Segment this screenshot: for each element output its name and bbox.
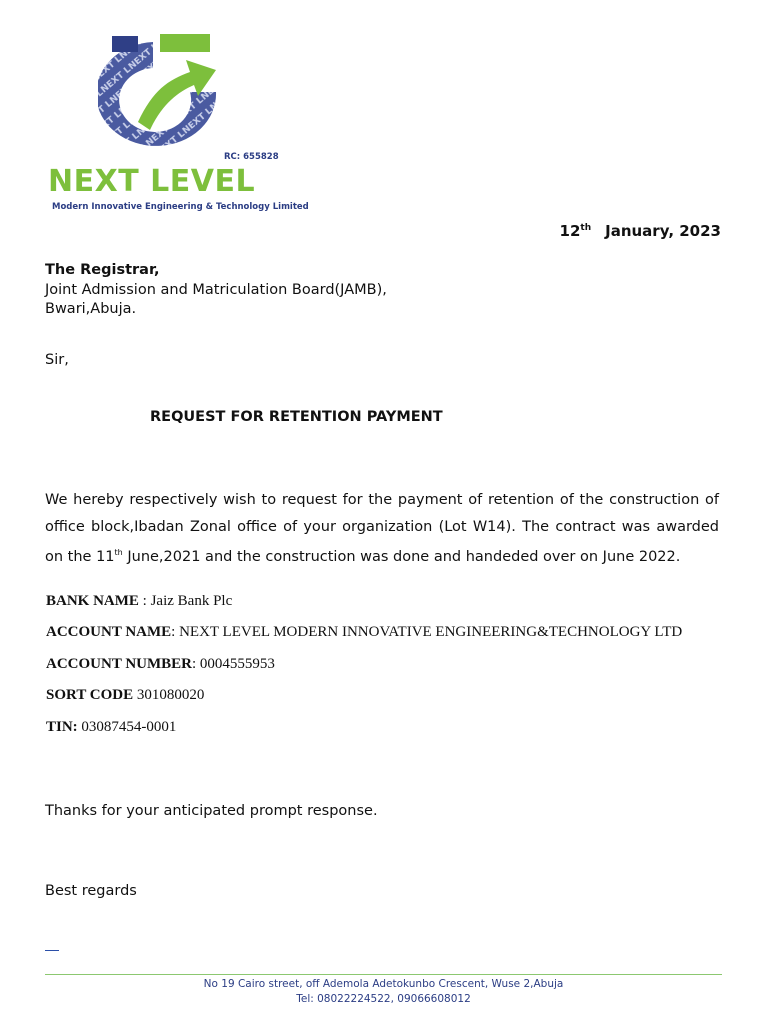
signature-mark (45, 950, 59, 951)
sort-code-label: SORT CODE (46, 687, 134, 704)
recipient-title: The Registrar, (45, 262, 160, 278)
regards-line: Best regards (45, 883, 137, 899)
letter-subject: REQUEST FOR RETENTION PAYMENT (150, 409, 443, 425)
footer-telephone: Tel: 08022224522, 09066608012 (296, 993, 471, 1005)
thanks-line: Thanks for your anticipated prompt response. (45, 803, 378, 819)
tin-row (46, 719, 682, 750)
tin-value: 03087454-0001 (77, 718, 177, 735)
body-text-part-2: June,2021 and the construction was done and handeded over on June 2022. (122, 548, 681, 565)
body-text-part-1: We hereby respectively wish to request for the payment of retention of the construction of office block,Ibadan Zonal office of your organization (Lot W14). The contract was awarded on the 11 (45, 492, 719, 565)
sort-code-row (46, 687, 682, 718)
account-number-label: ACCOUNT NUMBER (46, 655, 192, 672)
body-paragraph (45, 487, 719, 570)
account-number-row (46, 656, 682, 687)
account-name-row (46, 624, 682, 655)
bank-name-label: BANK NAME (46, 593, 139, 609)
letter-date (560, 222, 721, 240)
account-number-value: : 0004555953 (191, 655, 275, 672)
body-sup: th (114, 548, 123, 557)
account-name-value: : NEXT LEVEL MODERN INNOVATIVE ENGINEERING&TECHNOLOGY LTD (171, 624, 683, 641)
date-suffix: th (580, 223, 592, 233)
recipient-line-1: Joint Admission and Matriculation Board(JAMB), (45, 281, 387, 298)
recipient-line-2: Bwari,Abuja. (45, 301, 137, 317)
sort-code-value: 301080020 (133, 687, 205, 704)
footer-divider (45, 974, 722, 975)
company-logo (48, 30, 309, 220)
brand-name: NEXT LEVEL (48, 164, 256, 199)
account-name-label: ACCOUNT NAME (46, 624, 172, 641)
registration-number: RC: 655828 (224, 152, 279, 162)
date-day: 12 (559, 222, 581, 240)
bank-name-value: : Jaiz Bank Plc (138, 593, 233, 609)
bank-details (46, 593, 682, 750)
logo-emblem-icon (98, 30, 228, 160)
recipient-address (45, 261, 387, 320)
bank-name-row (46, 593, 682, 624)
salutation: Sir, (45, 352, 69, 368)
tin-label: TIN: (46, 718, 78, 735)
brand-tagline: Modern Innovative Engineering & Technology Limited (52, 202, 309, 212)
date-month-year: January, 2023 (605, 222, 721, 240)
footer-address: No 19 Cairo street, off Ademola Adetokunbo Crescent, Wuse 2,Abuja (203, 978, 564, 990)
letterhead-footer (45, 977, 722, 1007)
